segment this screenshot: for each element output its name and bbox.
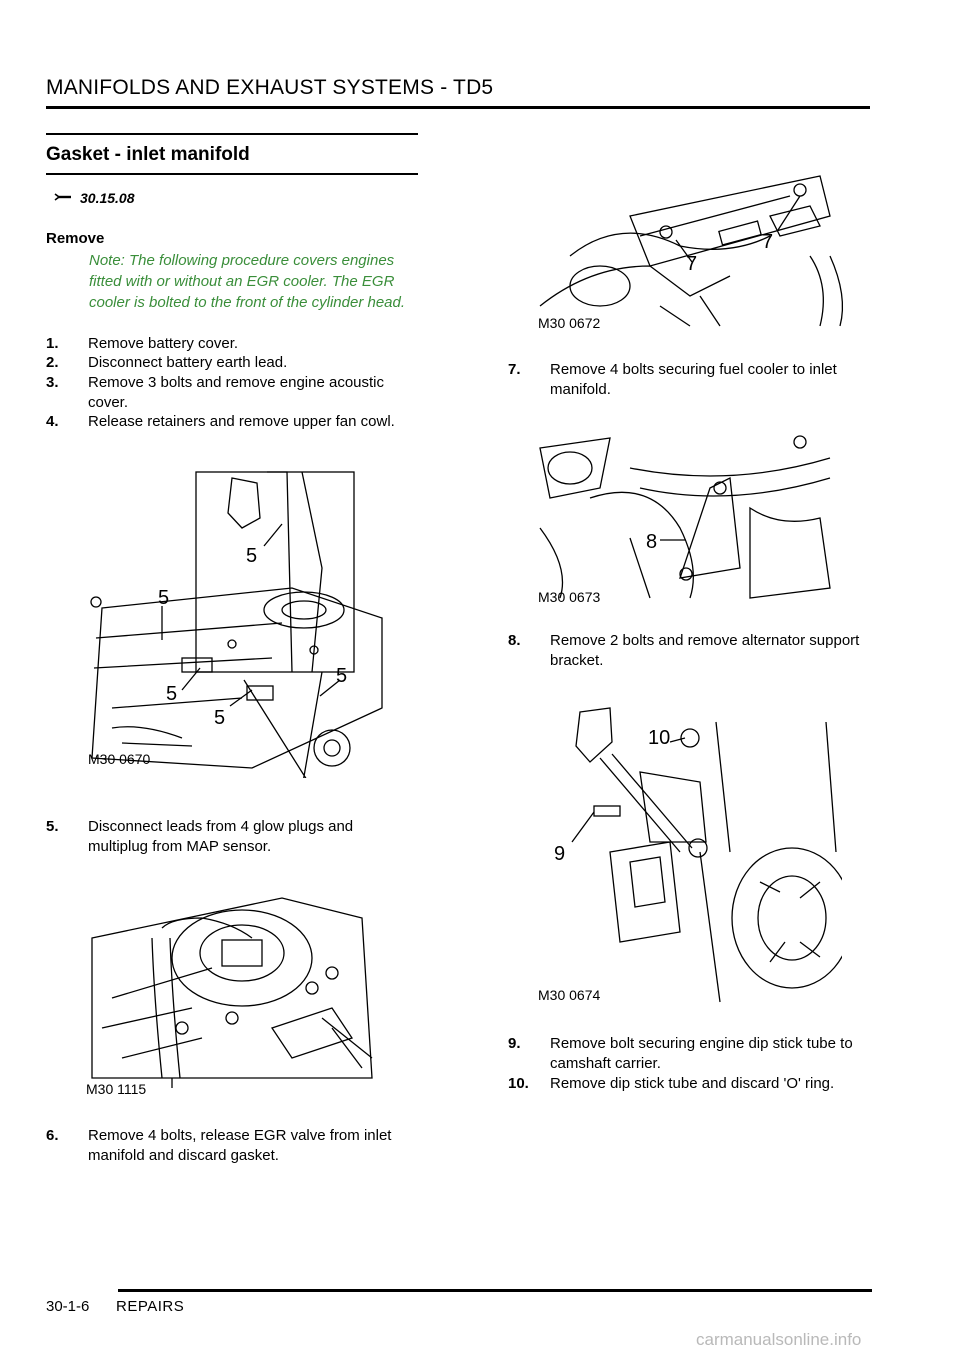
svg-text:5: 5 [246,545,258,567]
figure-label: M30 0674 [538,987,601,1003]
section-rule-top [46,133,418,135]
footer-section: REPAIRS [116,1298,185,1315]
figure-label: M30 0673 [538,589,601,605]
step-8: 8. Remove 2 bolts and remove alternator support bracket. [508,632,860,669]
footer-rule [118,1289,872,1292]
figure-m30-0672 [530,156,850,334]
svg-text:5: 5 [214,707,226,729]
operation-reference [54,189,135,207]
page-header-title: MANIFOLDS AND EXHAUST SYSTEMS - TD5 [46,76,494,99]
figure-label: M30 0670 [88,751,151,767]
remove-heading: Remove [46,230,105,247]
figure-m30-1115 [82,878,382,1098]
operation-number: 30.15.08 [80,190,135,206]
svg-text:5: 5 [166,683,178,705]
svg-text:9: 9 [554,843,566,865]
page-number: 30-1-6 [46,1298,90,1315]
figure-m30-0674 [530,702,842,1004]
step-3: 3. Remove 3 bolts and remove engine acoustic cover. [46,374,385,411]
figure-m30-0673 [530,428,840,608]
header-rule [46,106,870,109]
svg-text:10: 10 [648,727,671,749]
step-5: 5. Disconnect leads from 4 glow plugs and multiplug from MAP sensor. [46,818,354,855]
svg-text:5: 5 [158,587,170,609]
svg-text:7: 7 [686,253,698,275]
step-6: 6. Remove 4 bolts, release EGR valve from inlet manifold and discard gasket. [46,1127,392,1164]
svg-text:7: 7 [762,231,774,253]
section-title: Gasket - inlet manifold [46,144,250,165]
note-text: Note: The following procedure covers engines fitted with or without an EGR cooler. The EGR cooler is bolted to the front of the cylinder head. [89,252,406,311]
watermark-link[interactable]: carmanualsonline.info [696,1330,862,1349]
section-rule-bottom [46,173,418,175]
figure-label: M30 0672 [538,315,601,331]
step-7: 7. Remove 4 bolts securing fuel cooler to inlet manifold. [508,361,837,398]
svg-text:8: 8 [646,531,658,553]
svg-text:5: 5 [336,665,348,687]
wrench-icon [54,189,72,207]
figure-label: M30 1115 [86,1081,147,1097]
step-9: 9. Remove bolt securing engine dip stick tube to camshaft carrier. [508,1035,853,1072]
figure-m30-0670 [82,468,392,778]
